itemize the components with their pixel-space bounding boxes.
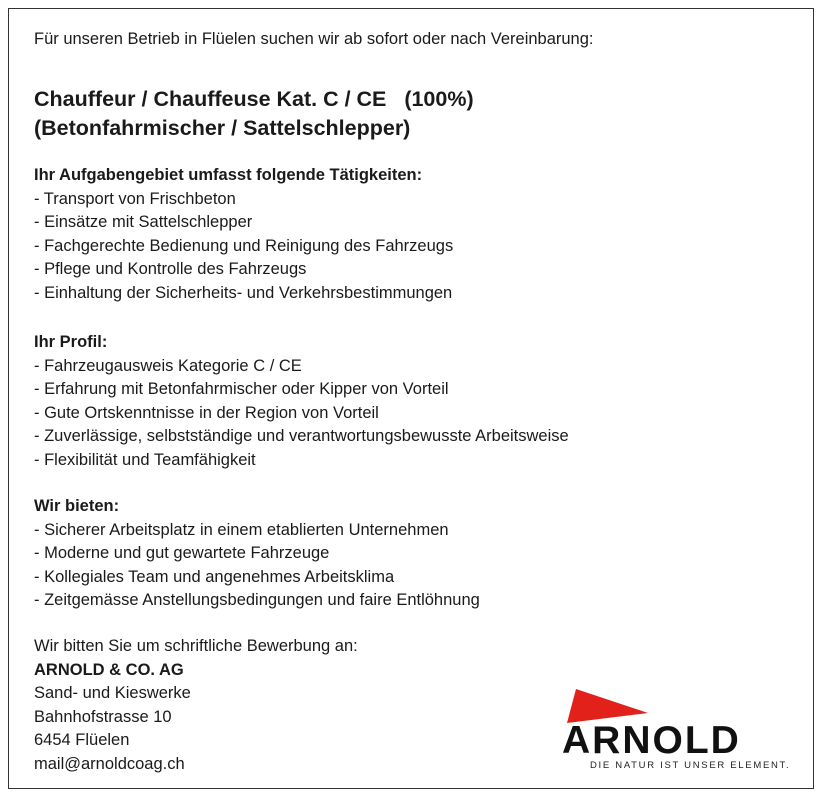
application-request: Wir bitten Sie um schriftliche Bewerbung an: <box>34 637 358 655</box>
list-item: - Moderne und gut gewartete Fahrzeuge <box>34 544 330 562</box>
list-item: - Einhaltung der Sicherheits- und Verkehrsbestimmungen <box>34 283 453 302</box>
arnold-logo <box>552 685 810 780</box>
tasks-section <box>34 164 453 305</box>
profile-heading: Ihr Profil: <box>34 333 108 351</box>
list-item: - Kollegiales Team und angenehmes Arbeitsklima <box>34 567 395 586</box>
list-item: - Zuverlässige, selbstständige und verantwortungsbewusste Arbeitsweise <box>34 427 569 445</box>
list-item: - Pflege und Kontrolle des Fahrzeugs <box>34 260 307 278</box>
city-address: 6454 Flüelen <box>34 731 130 749</box>
list-item: - Gute Ortskenntnisse in der Region von Vorteil <box>34 403 379 422</box>
job-title-line-1: Chauffeur / Chauffeuse Kat. C / CE (100%) <box>34 87 474 111</box>
job-title-line-2: (Betonfahrmischer / Sattelschlepper) <box>34 116 411 140</box>
list-item: - Flexibilität und Teamfähigkeit <box>34 450 256 469</box>
tasks-heading: Ihr Aufgabengebiet umfasst folgende Tätigkeiten: <box>34 166 423 184</box>
logo-wordmark: ARNOLD <box>562 719 741 762</box>
street-address: Bahnhofstrasse 10 <box>34 707 172 726</box>
list-item: - Transport von Frischbeton <box>34 189 236 208</box>
list-item: - Zeitgemässe Anstellungsbedingungen und faire Entlöhnung <box>34 591 480 609</box>
job-ad-frame <box>8 8 814 789</box>
offer-section <box>34 495 480 613</box>
list-item: - Fachgerechte Bedienung und Reinigung des Fahrzeugs <box>34 236 454 255</box>
intro-text: Für unseren Betrieb in Flüelen suchen wir ab sofort oder nach Vereinbarung: <box>34 30 594 48</box>
contact-section <box>34 635 358 776</box>
company-name: ARNOLD & CO. AG <box>34 660 184 679</box>
email-link[interactable]: mail@arnoldcoag.ch <box>34 754 185 773</box>
company-division: Sand- und Kieswerke <box>34 684 191 702</box>
list-item: - Fahrzeugausweis Kategorie C / CE <box>34 356 302 375</box>
logo-tagline: DIE NATUR IST UNSER ELEMENT. <box>590 760 791 771</box>
list-item: - Erfahrung mit Betonfahrmischer oder Kipper von Vorteil <box>34 380 449 398</box>
list-item: - Sicherer Arbeitsplatz in einem etablierten Unternehmen <box>34 520 449 539</box>
profile-section <box>34 331 569 472</box>
job-title <box>34 85 474 143</box>
offer-heading: Wir bieten: <box>34 497 120 515</box>
list-item: - Einsätze mit Sattelschlepper <box>34 213 253 231</box>
